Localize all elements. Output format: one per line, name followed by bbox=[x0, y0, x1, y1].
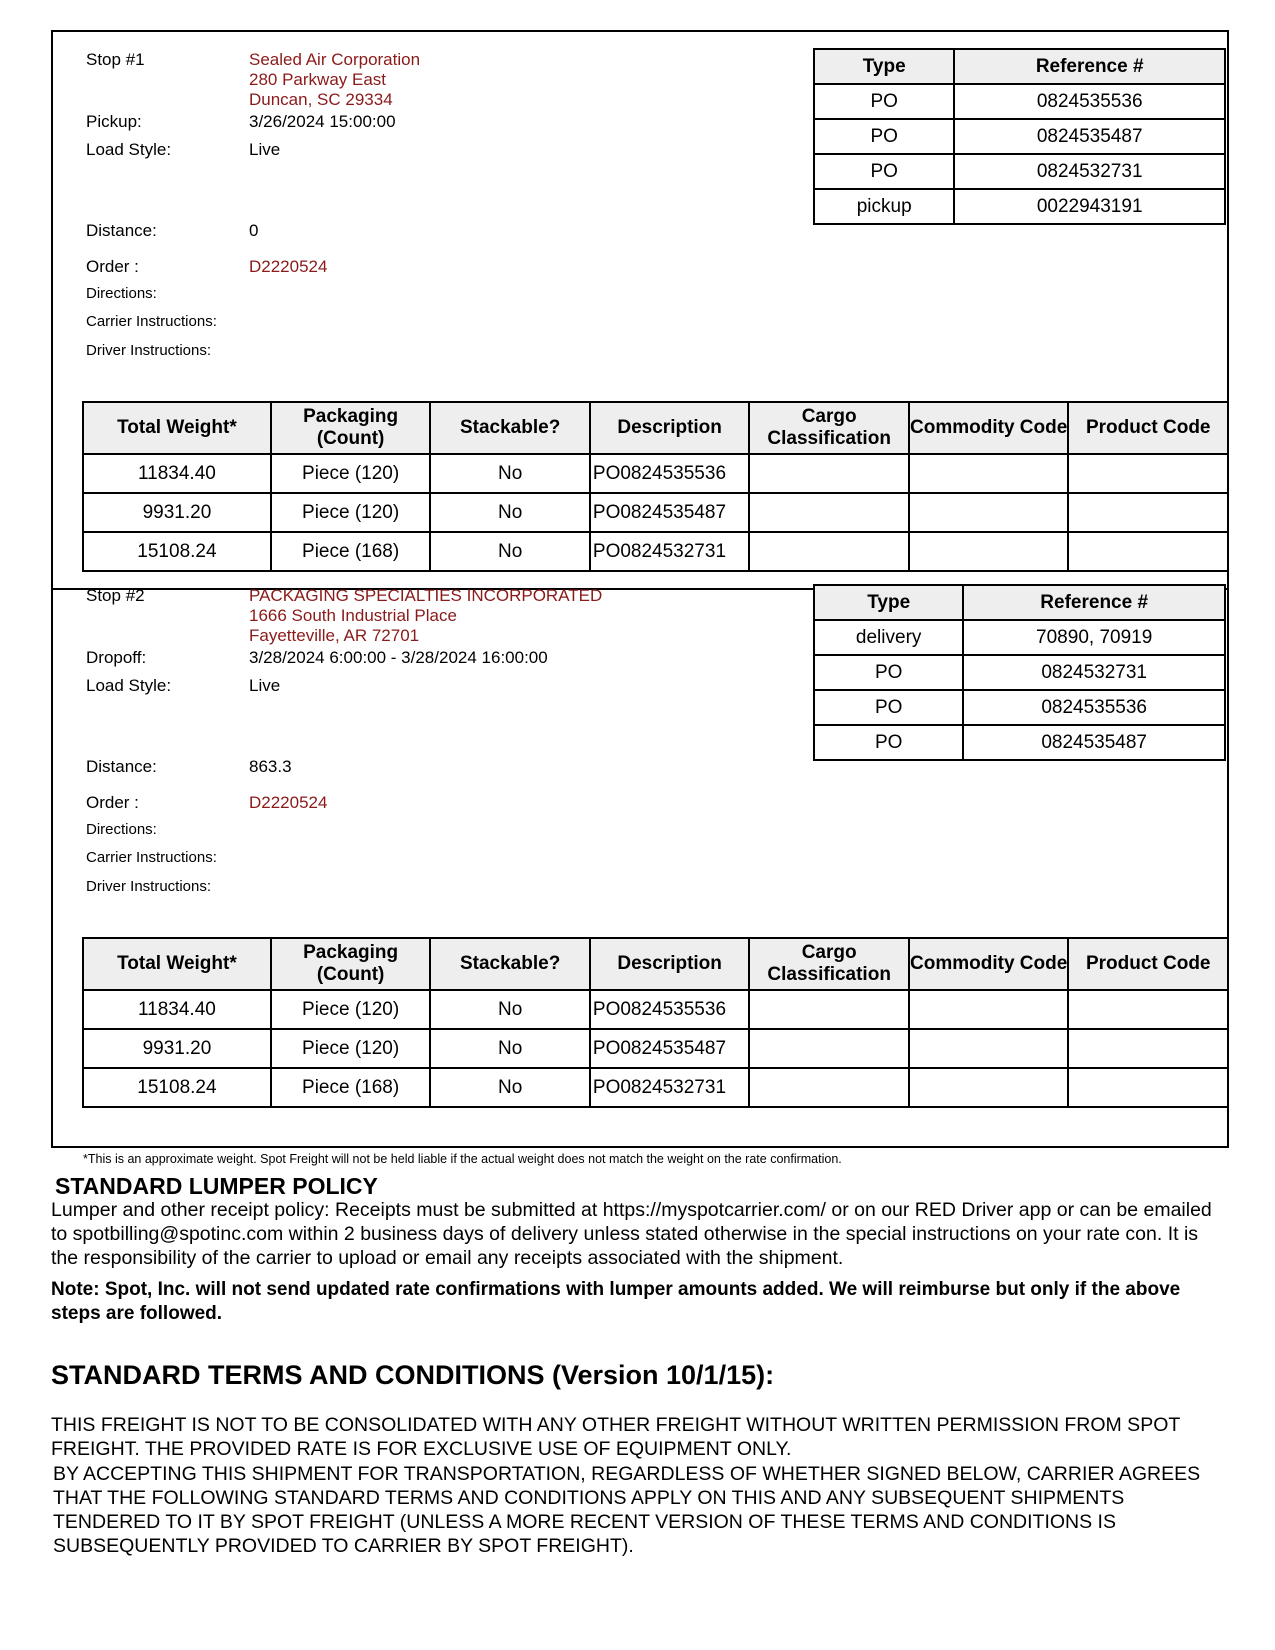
lumper-policy-note: Note: Spot, Inc. will not send updated rate confirmations with lumper amounts added. We will reimburse but only if the above steps are followed. bbox=[51, 1279, 1181, 1324]
stackable-cell: No bbox=[430, 454, 590, 493]
product-code-cell bbox=[1068, 532, 1228, 571]
stop-address-2: Fayetteville, AR 72701 bbox=[249, 626, 420, 645]
stop-address-2: Duncan, SC 29334 bbox=[249, 90, 393, 109]
ref-header-type: Type bbox=[814, 49, 954, 84]
load-style-label: Load Style: bbox=[86, 676, 172, 695]
table-row bbox=[83, 493, 1228, 532]
terms-heading: STANDARD TERMS AND CONDITIONS (Version 10/1/15): bbox=[51, 1360, 775, 1390]
driver-instructions-label: Driver Instructions: bbox=[86, 878, 212, 895]
cargo-class-cell bbox=[749, 532, 909, 571]
directions-label: Directions: bbox=[86, 821, 157, 838]
description-cell: PO0824535536 bbox=[590, 454, 750, 493]
stop-2-section bbox=[51, 588, 1229, 1148]
stackable-cell: No bbox=[430, 1068, 590, 1107]
commodity-code-cell bbox=[909, 454, 1069, 493]
ref-type: pickup bbox=[814, 189, 954, 224]
freight-header: Cargo Classification bbox=[749, 402, 909, 454]
order-value: D2220524 bbox=[249, 257, 328, 276]
load-style-label: Load Style: bbox=[86, 140, 172, 159]
weight-cell: 11834.40 bbox=[83, 454, 271, 493]
packaging-cell: Piece (120) bbox=[271, 1029, 431, 1068]
ref-number: 0824535536 bbox=[963, 690, 1225, 725]
stop-address-1: 280 Parkway East bbox=[249, 70, 387, 89]
ref-number: 70890, 70919 bbox=[963, 620, 1225, 655]
ref-number: 0824532731 bbox=[963, 655, 1225, 690]
ref-type: PO bbox=[814, 154, 954, 189]
cargo-class-cell bbox=[749, 454, 909, 493]
distance-value: 863.3 bbox=[249, 757, 292, 776]
weight-cell: 15108.24 bbox=[83, 1068, 271, 1107]
stop-company: PACKAGING SPECIALTIES INCORPORATED bbox=[249, 586, 603, 605]
product-code-cell bbox=[1068, 1029, 1228, 1068]
freight-header: Total Weight* bbox=[83, 938, 271, 990]
table-row bbox=[83, 532, 1228, 571]
freight-header: Stackable? bbox=[430, 938, 590, 990]
ref-type: delivery bbox=[814, 620, 963, 655]
freight-header: Description bbox=[590, 938, 750, 990]
table-row bbox=[814, 655, 1225, 690]
weight-cell: 11834.40 bbox=[83, 990, 271, 1029]
ref-type: PO bbox=[814, 725, 963, 760]
distance-value: 0 bbox=[249, 221, 259, 240]
freight-table bbox=[82, 401, 1229, 572]
driver-instructions-label: Driver Instructions: bbox=[86, 342, 212, 359]
packaging-cell: Piece (120) bbox=[271, 493, 431, 532]
ref-number: 0022943191 bbox=[954, 189, 1225, 224]
freight-header: Total Weight* bbox=[83, 402, 271, 454]
stackable-cell: No bbox=[430, 1029, 590, 1068]
table-row bbox=[83, 990, 1228, 1029]
distance-label: Distance: bbox=[86, 757, 157, 776]
distance-label: Distance: bbox=[86, 221, 157, 240]
freight-header: Stackable? bbox=[430, 402, 590, 454]
ref-type: PO bbox=[814, 655, 963, 690]
ref-number: 0824535536 bbox=[954, 84, 1225, 119]
table-row bbox=[83, 1068, 1228, 1107]
table-row bbox=[814, 620, 1225, 655]
order-value: D2220524 bbox=[249, 793, 328, 812]
table-row bbox=[814, 154, 1225, 189]
time-label: Dropoff: bbox=[86, 648, 147, 667]
packaging-cell: Piece (120) bbox=[271, 990, 431, 1029]
stop-label: Stop #2 bbox=[86, 586, 145, 605]
product-code-cell bbox=[1068, 493, 1228, 532]
freight-header: Product Code bbox=[1068, 938, 1228, 990]
description-cell: PO0824535487 bbox=[590, 493, 750, 532]
reference-table bbox=[813, 48, 1226, 225]
commodity-code-cell bbox=[909, 493, 1069, 532]
carrier-instructions-label: Carrier Instructions: bbox=[86, 313, 217, 330]
commodity-code-cell bbox=[909, 532, 1069, 571]
ref-header-number: Reference # bbox=[954, 49, 1225, 84]
ref-type: PO bbox=[814, 119, 954, 154]
commodity-code-cell bbox=[909, 1029, 1069, 1068]
load-style-value: Live bbox=[249, 676, 281, 695]
reference-table bbox=[813, 584, 1226, 761]
stop-label: Stop #1 bbox=[86, 50, 145, 69]
lumper-policy-heading: STANDARD LUMPER POLICY bbox=[55, 1173, 378, 1199]
product-code-cell bbox=[1068, 1068, 1228, 1107]
stackable-cell: No bbox=[430, 493, 590, 532]
terms-paragraph-1: THIS FREIGHT IS NOT TO BE CONSOLIDATED WITH ANY OTHER FREIGHT WITHOUT WRITTEN PERMISSION FROM SPOT FREIGHT. THE PROVIDED RATE IS FOR EXCLUSIVE USE OF EQUIPMENT ONLY. bbox=[51, 1414, 1180, 1460]
table-row bbox=[814, 725, 1225, 760]
load-style-value: Live bbox=[249, 140, 281, 159]
freight-header: Product Code bbox=[1068, 402, 1228, 454]
ref-header-number: Reference # bbox=[963, 585, 1225, 620]
cargo-class-cell bbox=[749, 990, 909, 1029]
weight-cell: 9931.20 bbox=[83, 1029, 271, 1068]
table-row bbox=[814, 84, 1225, 119]
freight-header: Cargo Classification bbox=[749, 938, 909, 990]
commodity-code-cell bbox=[909, 990, 1069, 1029]
product-code-cell bbox=[1068, 454, 1228, 493]
packaging-cell: Piece (168) bbox=[271, 1068, 431, 1107]
time-value: 3/26/2024 15:00:00 bbox=[249, 112, 396, 131]
order-label: Order : bbox=[86, 793, 139, 812]
cargo-class-cell bbox=[749, 1068, 909, 1107]
weight-footnote: *This is an approximate weight. Spot Freight will not be held liable if the actual weight does not match the weight on the rate confirmation. bbox=[83, 1152, 842, 1166]
time-value: 3/28/2024 6:00:00 - 3/28/2024 16:00:00 bbox=[249, 648, 548, 667]
packaging-cell: Piece (120) bbox=[271, 454, 431, 493]
freight-table bbox=[82, 937, 1229, 1108]
packaging-cell: Piece (168) bbox=[271, 532, 431, 571]
stop-address-1: 1666 South Industrial Place bbox=[249, 606, 457, 625]
order-label: Order : bbox=[86, 257, 139, 276]
description-cell: PO0824535536 bbox=[590, 990, 750, 1029]
ref-type: PO bbox=[814, 84, 954, 119]
cargo-class-cell bbox=[749, 493, 909, 532]
stackable-cell: No bbox=[430, 532, 590, 571]
ref-number: 0824532731 bbox=[954, 154, 1225, 189]
product-code-cell bbox=[1068, 990, 1228, 1029]
stackable-cell: No bbox=[430, 990, 590, 1029]
freight-header: Packaging (Count) bbox=[271, 938, 431, 990]
description-cell: PO0824535487 bbox=[590, 1029, 750, 1068]
carrier-instructions-label: Carrier Instructions: bbox=[86, 849, 217, 866]
table-row bbox=[83, 1029, 1228, 1068]
cargo-class-cell bbox=[749, 1029, 909, 1068]
terms-paragraph-2: BY ACCEPTING THIS SHIPMENT FOR TRANSPORTATION, REGARDLESS OF WHETHER SIGNED BELOW, CARRIER AGREES THAT THE FOLLOWING STANDARD TERMS AND CONDITIONS APPLY ON THIS AND ANY SUBSEQUENT SHIPMENTS TENDERED TO IT BY SPOT FREIGHT (UNLESS A MORE RECENT VERSION OF THESE TERMS AND CONDITIONS IS SUBSEQUENTLY PROVIDED TO CARRIER BY SPOT FREIGHT). bbox=[53, 1463, 1201, 1557]
weight-cell: 9931.20 bbox=[83, 493, 271, 532]
directions-label: Directions: bbox=[86, 285, 157, 302]
table-row bbox=[814, 690, 1225, 725]
stop-1-section bbox=[51, 30, 1229, 590]
ref-type: PO bbox=[814, 690, 963, 725]
table-row bbox=[83, 454, 1228, 493]
commodity-code-cell bbox=[909, 1068, 1069, 1107]
lumper-policy-body: Lumper and other receipt policy: Receipts must be submitted at https://myspotcarrier.com/ or on our RED Driver app or can be emailed to spotbilling@spotinc.com within 2 business days of delivery unless stated otherwise in the special instructions on your rate con. It is the responsibility of the carrier to upload or email any receipts associated with the shipment. bbox=[51, 1199, 1212, 1269]
description-cell: PO0824532731 bbox=[590, 532, 750, 571]
ref-number: 0824535487 bbox=[954, 119, 1225, 154]
table-row bbox=[814, 119, 1225, 154]
freight-header: Packaging (Count) bbox=[271, 402, 431, 454]
ref-number: 0824535487 bbox=[963, 725, 1225, 760]
freight-header: Description bbox=[590, 402, 750, 454]
freight-header: Commodity Code bbox=[909, 402, 1069, 454]
ref-header-type: Type bbox=[814, 585, 963, 620]
description-cell: PO0824532731 bbox=[590, 1068, 750, 1107]
table-row bbox=[814, 189, 1225, 224]
weight-cell: 15108.24 bbox=[83, 532, 271, 571]
freight-header: Commodity Code bbox=[909, 938, 1069, 990]
time-label: Pickup: bbox=[86, 112, 142, 131]
stop-company: Sealed Air Corporation bbox=[249, 50, 421, 69]
